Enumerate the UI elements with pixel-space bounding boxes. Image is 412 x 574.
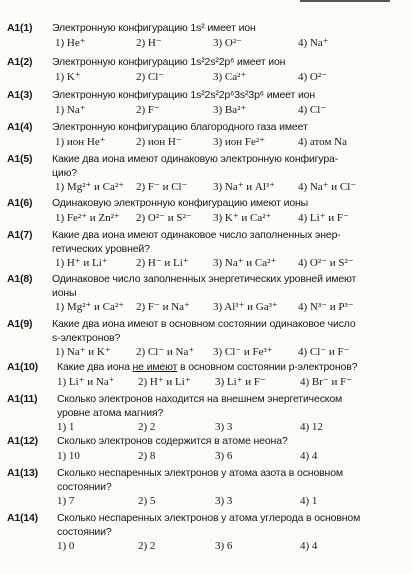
answer-options xyxy=(0,449,412,463)
question-text: Электронную конфигурацию благородного газа имеет xyxy=(52,121,308,133)
option-1[interactable]: 1) Fe²⁺ и Zn²⁺ xyxy=(55,212,120,224)
answer-options xyxy=(0,345,412,359)
question-number: A1(8) xyxy=(7,273,33,285)
option-3[interactable]: 3) Na⁺ и Al³⁺ xyxy=(213,181,276,193)
option-4[interactable]: 4) N³⁻ и P³⁻ xyxy=(298,301,354,313)
question-text: Сколько электронов содержится в атоме неона? xyxy=(57,435,288,447)
question-text: Электронную конфигурацию 1s² имеет ион xyxy=(52,22,256,34)
option-2[interactable]: 2) 2 xyxy=(138,540,156,552)
option-1[interactable]: 1) Na⁺ и K⁺ xyxy=(55,346,111,358)
option-4[interactable]: 4) Li⁺ и F⁻ xyxy=(298,212,349,224)
question-number: A1(1) xyxy=(7,22,33,34)
option-4[interactable]: 4) 1 xyxy=(300,495,318,507)
option-3[interactable]: 3) 3 xyxy=(215,421,233,433)
option-2[interactable]: 2) O²⁻ и S²⁻ xyxy=(136,212,192,224)
option-1[interactable]: 1) 7 xyxy=(57,495,75,507)
question-text: Какие два иона имеют одинаковое число заполненных энер- гетических уровней? xyxy=(52,229,341,255)
option-2[interactable]: 2) H⁺ и Li⁺ xyxy=(138,376,191,388)
option-2[interactable]: 2) H⁻ и Li⁺ xyxy=(136,257,189,269)
question-text: Одинаковое число заполненных энергетических уровней имеют ионы xyxy=(52,273,357,299)
option-4[interactable]: 4) 4 xyxy=(300,540,318,552)
answer-options xyxy=(0,135,412,149)
option-3[interactable]: 3) ион Fe²⁺ xyxy=(213,136,266,148)
option-2[interactable]: 2) 8 xyxy=(138,450,156,462)
option-1[interactable]: 1) H⁺ и Li⁺ xyxy=(55,257,108,269)
option-1[interactable]: 1) 0 xyxy=(57,540,75,552)
question-text: Сколько неспаренных электронов у атома углерода в основном состоянии? xyxy=(57,512,361,538)
question-number: A1(9) xyxy=(7,318,33,330)
option-2[interactable]: 2) ион H⁻ xyxy=(136,136,182,148)
question-text: Какие два иона не имеют в основном состоянии p-электронов? xyxy=(57,361,358,373)
question-number: A1(14) xyxy=(7,512,38,524)
option-1[interactable]: 1) K⁺ xyxy=(55,71,81,83)
option-3[interactable]: 3) Ba²⁺ xyxy=(213,104,247,116)
answer-options xyxy=(0,256,412,270)
option-3[interactable]: 3) Cl⁻ и Fe³⁺ xyxy=(213,346,273,358)
question-text: Одинаковую электронную конфигурацию имеют ионы xyxy=(52,197,309,209)
option-2[interactable]: 2) H⁻ xyxy=(136,37,162,49)
option-2[interactable]: 2) Cl⁻ и Na⁺ xyxy=(136,346,195,358)
question-number: A1(10) xyxy=(7,361,38,373)
top-rule xyxy=(300,0,390,2)
question-text: Электронную конфигурацию 1s²2s²2p⁶ имеет ион xyxy=(52,56,286,68)
question-number: A1(11) xyxy=(7,393,38,405)
option-3[interactable]: 3) 6 xyxy=(215,540,233,552)
option-4[interactable]: 4) Br⁻ и F⁻ xyxy=(300,376,353,388)
option-1[interactable]: 1) 10 xyxy=(57,450,80,462)
option-1[interactable]: 1) Na⁺ xyxy=(55,104,86,116)
question-text: Сколько неспаренных электронов у атома азота в основном состоянии? xyxy=(57,467,343,493)
question-text: Электронную конфигурацию 1s²2s²2p⁶3s²3p⁶ имеет ион xyxy=(52,89,315,101)
option-4[interactable]: 4) Cl⁻ xyxy=(298,104,327,116)
question-text: Какие два иона имеют одинаковую электронную конфигура- цию? xyxy=(52,153,339,179)
option-4[interactable]: 4) Na⁺ xyxy=(298,37,329,49)
option-3[interactable]: 3) 6 xyxy=(215,450,233,462)
option-3[interactable]: 3) Li⁺ и F⁻ xyxy=(215,376,266,388)
option-4[interactable]: 4) атом Na xyxy=(298,136,348,148)
answer-options xyxy=(0,300,412,314)
question-text: Какие два иона имеют в основном состоянии одинаковое число s-электронов? xyxy=(52,318,356,344)
option-2[interactable]: 2) F⁻ xyxy=(136,104,160,116)
question-number: A1(2) xyxy=(7,56,33,68)
question-number: A1(13) xyxy=(7,467,38,479)
option-3[interactable]: 3) Na⁺ и Ca²⁺ xyxy=(213,257,277,269)
question-number: A1(3) xyxy=(7,89,33,101)
option-3[interactable]: 3) K⁺ и Ca²⁺ xyxy=(213,212,272,224)
option-4[interactable]: 4) Cl⁻ и F⁻ xyxy=(298,346,350,358)
option-3[interactable]: 3) O²⁻ xyxy=(213,37,242,49)
answer-options xyxy=(0,539,412,553)
option-3[interactable]: 3) Ca²⁺ xyxy=(213,71,247,83)
emphasis-not-have: не имеют xyxy=(132,361,178,373)
option-4[interactable]: 4) 4 xyxy=(300,450,318,462)
answer-options xyxy=(0,180,412,194)
answer-options xyxy=(0,211,412,225)
option-1[interactable]: 1) Li⁺ и Na⁺ xyxy=(57,376,115,388)
question-number: A1(12) xyxy=(7,435,38,447)
question-number: A1(7) xyxy=(7,229,33,241)
answer-options xyxy=(0,70,412,84)
option-1[interactable]: 1) Mg²⁺ и Ca²⁺ xyxy=(55,301,125,313)
option-3[interactable]: 3) 3 xyxy=(215,495,233,507)
option-4[interactable]: 4) Na⁺ и Cl⁻ xyxy=(298,181,357,193)
option-2[interactable]: 2) F⁻ и Cl⁻ xyxy=(136,181,188,193)
option-4[interactable]: 4) O²⁻ xyxy=(298,71,327,83)
option-1[interactable]: 1) Mg²⁺ и Ca²⁺ xyxy=(55,181,125,193)
answer-options xyxy=(0,103,412,117)
answer-options xyxy=(0,494,412,508)
question-text: Сколько электронов находится на внешнем энергетическом уровне атома магния? xyxy=(57,393,343,419)
option-1[interactable]: 1) ион He⁺ xyxy=(55,136,106,148)
answer-options xyxy=(0,420,412,434)
option-2[interactable]: 2) 5 xyxy=(138,495,156,507)
answer-options xyxy=(0,36,412,50)
option-1[interactable]: 1) 1 xyxy=(57,421,75,433)
option-2[interactable]: 2) F⁻ и Na⁺ xyxy=(136,301,190,313)
question-number: A1(5) xyxy=(7,153,33,165)
option-4[interactable]: 4) 12 xyxy=(300,421,323,433)
question-number: A1(6) xyxy=(7,197,33,209)
option-2[interactable]: 2) Cl⁻ xyxy=(136,71,165,83)
answer-options xyxy=(0,375,412,389)
question-number: A1(4) xyxy=(7,121,33,133)
option-4[interactable]: 4) O²⁻ и S²⁻ xyxy=(298,257,354,269)
option-2[interactable]: 2) 2 xyxy=(138,421,156,433)
option-3[interactable]: 3) Al³⁺ и Ga³⁺ xyxy=(213,301,278,313)
option-1[interactable]: 1) He⁺ xyxy=(55,37,86,49)
